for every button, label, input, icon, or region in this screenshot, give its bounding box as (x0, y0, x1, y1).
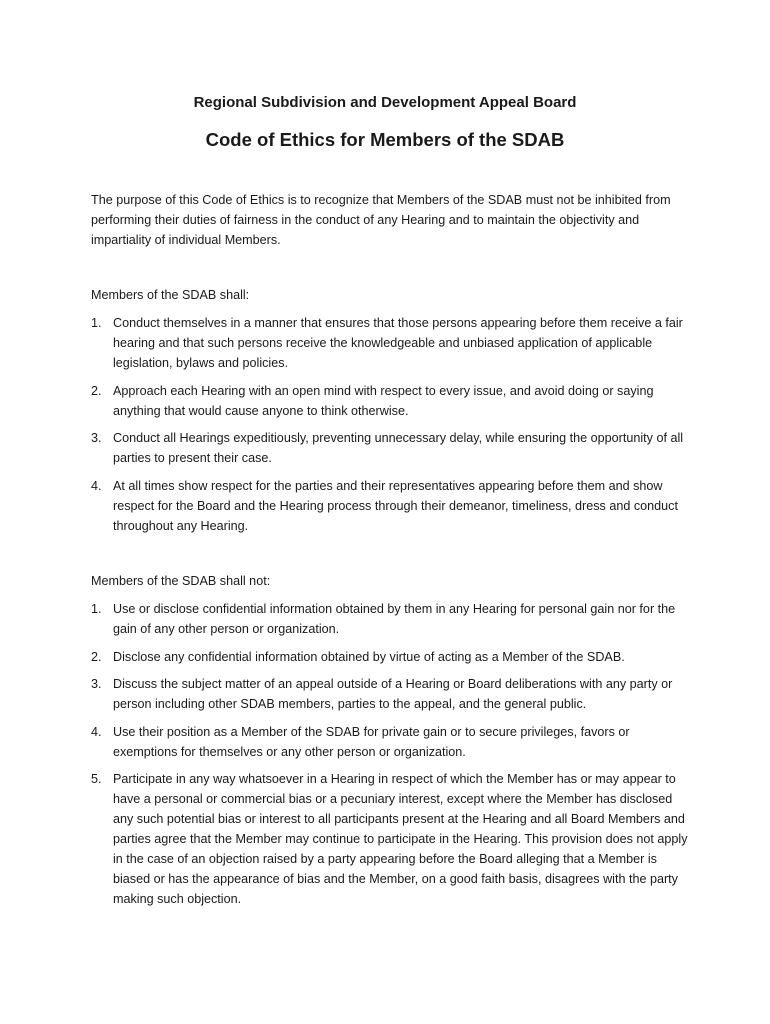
list-item (91, 381, 691, 421)
list-item-text: Participate in any way whatsoever in a Hearing in respect of which the Member has or may appear to have a personal or commercial bias or a pecuniary interest, except where the Member has disclosed any such potential bias or interest to all participants present at the Hearing and all Board Members and parties agree that the Member may continue to participate in the Hearing. This provision does not apply in the case of an objection raised by a party appearing before the Board alleging that a Member is biased or has the appearance of bias and the Member, on a good faith basis, disagrees with the party making such objection. (113, 772, 688, 906)
list-number: 4. (91, 724, 102, 739)
list-item (91, 313, 691, 373)
list-number: 4. (91, 478, 102, 493)
shall-not-list (91, 599, 691, 917)
list-item (91, 674, 691, 714)
list-item-text: Conduct all Hearings expeditiously, preventing unnecessary delay, while ensuring the opportunity of all parties to present their case. (113, 431, 684, 465)
list-item (91, 476, 691, 536)
list-number: 1. (91, 316, 102, 330)
shall-not-heading: Members of the SDAB shall not: (91, 574, 271, 588)
list-number: 2. (91, 649, 102, 664)
intro-paragraph: The purpose of this Code of Ethics is to recognize that Members of the SDAB must not be inhibited from performing their duties of fairness in the conduct of any Hearing and to maintain the objectivity and impartiality of individual Members. (91, 193, 671, 247)
list-number: 3. (91, 677, 102, 691)
list-item (91, 647, 691, 667)
document-title: Code of Ethics for Members of the SDAB (205, 129, 565, 150)
list-item (91, 599, 691, 639)
organization-name: Regional Subdivision and Development Appeal Board (193, 94, 577, 111)
list-item (91, 722, 691, 762)
shall-list (91, 313, 691, 543)
list-item-text: Use their position as a Member of the SDAB for private gain or to secure privileges, favors or exemptions for themselves or any other person or organization. (113, 724, 630, 759)
list-item-text: Use or disclose confidential information obtained by them in any Hearing for personal gain nor for the gain of any other person or organization. (113, 602, 676, 636)
list-number: 5. (91, 772, 102, 786)
list-item-text: Disclose any confidential information obtained by virtue of acting as a Member of the SDAB. (113, 649, 625, 664)
list-item-text: At all times show respect for the parties and their representatives appearing before them and show respect for the Board and the Hearing process through their demeanor, timeliness, dress and conduct throughout any Hearing. (113, 478, 678, 533)
list-number: 2. (91, 383, 102, 398)
list-number: 3. (91, 431, 102, 445)
list-item (91, 769, 691, 909)
list-item-text: Discuss the subject matter of an appeal outside of a Hearing or Board deliberations with any party or person including other SDAB members, parties to the appeal, and the general public. (113, 677, 673, 711)
list-item (91, 428, 691, 468)
shall-heading: Members of the SDAB shall: (91, 288, 250, 302)
list-item-text: Conduct themselves in a manner that ensures that those persons appearing before them receive a fair hearing and that such persons receive the knowledgeable and unbiased application of applicable legislation, bylaws and policies. (113, 316, 683, 370)
list-number: 1. (91, 602, 102, 616)
list-item-text: Approach each Hearing with an open mind with respect to every issue, and avoid doing or saying anything that would cause anyone to think otherwise. (113, 383, 654, 418)
